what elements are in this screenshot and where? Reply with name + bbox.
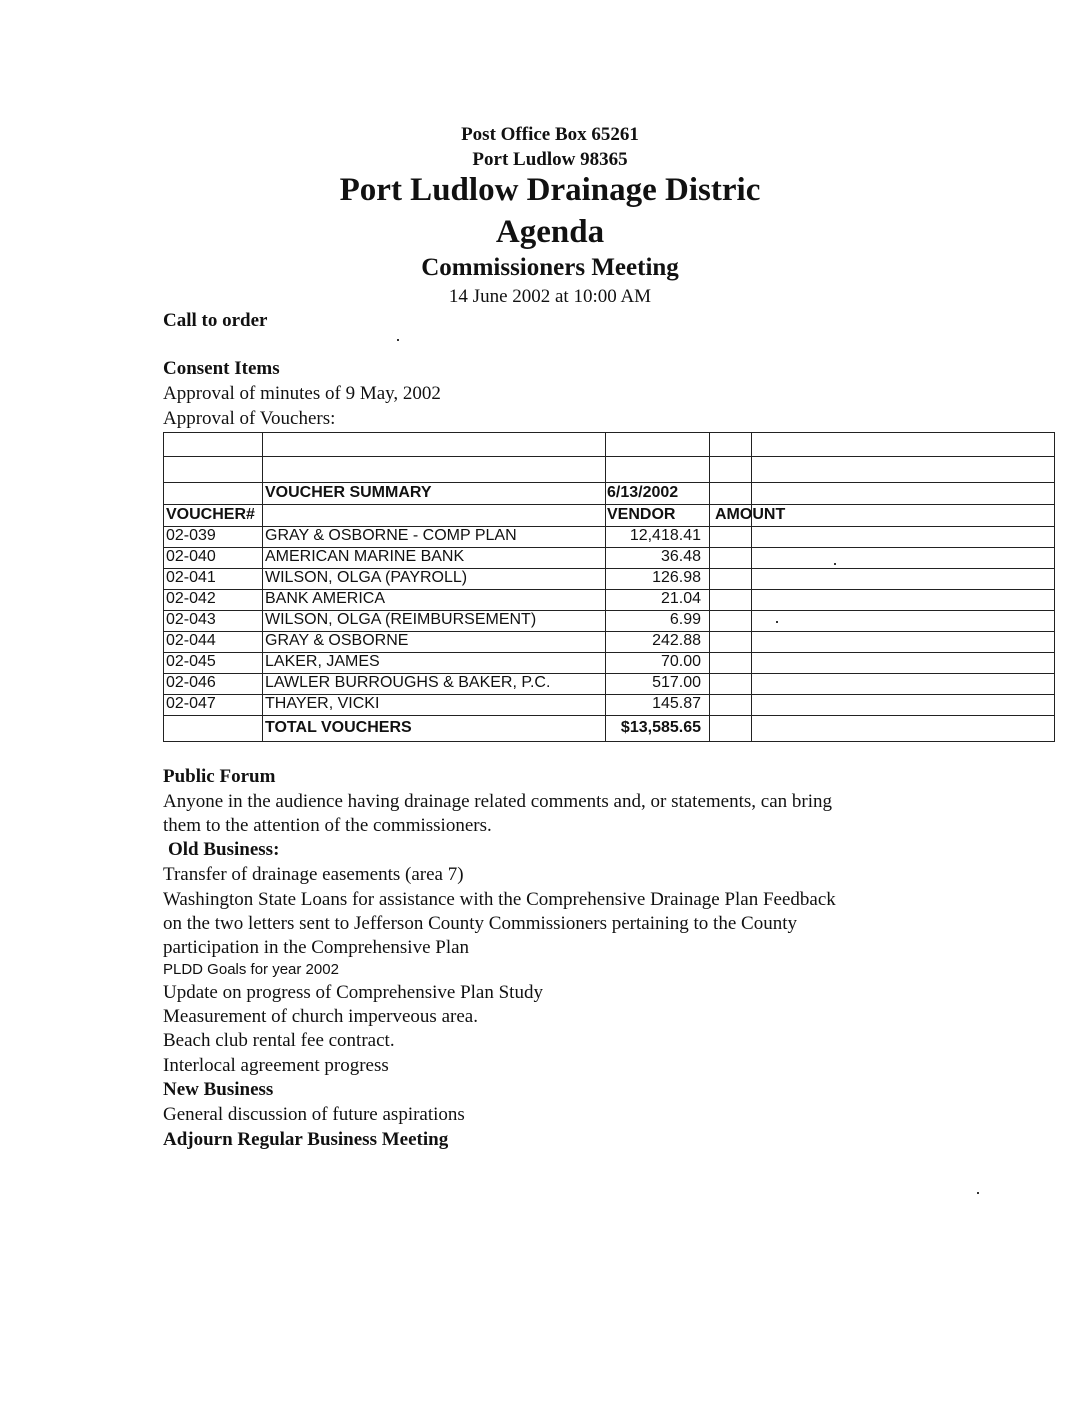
new-business-heading: New Business	[163, 1079, 274, 1100]
scan-speck	[977, 1192, 979, 1194]
old-business-item: Measurement of church imperveous area.	[163, 1006, 478, 1027]
voucher-amount: 70.00	[660, 653, 701, 670]
meeting-date: 14 June 2002 at 10:00 AM	[448, 286, 652, 307]
voucher-amount: 36.48	[660, 548, 701, 565]
total-label: TOTAL VOUCHERS	[265, 719, 412, 736]
scan-speck	[776, 621, 778, 623]
old-business-item: on the two letters sent to Jefferson County Commissioners pertaining to the County	[163, 913, 797, 934]
voucher-number: 02-046	[166, 674, 216, 691]
page-title: Port Ludlow Drainage Distric	[339, 172, 761, 208]
call-to-order: Call to order	[163, 310, 268, 331]
voucher-amount: 21.04	[660, 590, 701, 607]
col-vendor-header: VENDOR	[607, 506, 676, 523]
old-business-item: Interlocal agreement progress	[163, 1055, 389, 1076]
voucher-number: 02-040	[166, 548, 216, 565]
vendor-name: THAYER, VICKI	[265, 695, 380, 712]
vendor-name: GRAY & OSBORNE	[265, 632, 409, 649]
old-business-item: PLDD Goals for year 2002	[163, 961, 339, 978]
voucher-summary-date: 6/13/2002	[607, 484, 679, 501]
voucher-number: 02-039	[166, 527, 216, 544]
voucher-number: 02-041	[166, 569, 216, 586]
meeting-heading: Commissioners Meeting	[421, 254, 679, 281]
address-line-2: Port Ludlow 98365	[472, 149, 628, 170]
voucher-number: 02-045	[166, 653, 216, 670]
voucher-amount: 6.99	[669, 611, 701, 628]
vendor-name: WILSON, OLGA (REIMBURSEMENT)	[265, 611, 537, 628]
voucher-amount: 242.88	[652, 632, 701, 649]
vendor-name: LAWLER BURROUGHS & BAKER, P.C.	[265, 674, 551, 691]
vendor-name: WILSON, OLGA (PAYROLL)	[265, 569, 468, 586]
vendor-name: GRAY & OSBORNE - COMP PLAN	[265, 527, 517, 544]
vendor-name: AMERICAN MARINE BANK	[265, 548, 465, 565]
adjourn-heading: Adjourn Regular Business Meeting	[163, 1129, 449, 1150]
vendor-name: LAKER, JAMES	[265, 653, 380, 670]
public-forum-heading: Public Forum	[163, 766, 276, 787]
scan-speck	[397, 339, 399, 341]
agenda-heading: Agenda	[495, 214, 605, 250]
col-voucher-header: VOUCHER#	[166, 506, 255, 523]
scan-speck	[834, 563, 836, 565]
voucher-amount: 517.00	[652, 674, 701, 691]
col-amount-header: AMOUNT	[715, 506, 786, 523]
voucher-number: 02-042	[166, 590, 216, 607]
old-business-item: Transfer of drainage easements (area 7)	[163, 864, 464, 885]
voucher-summary-label: VOUCHER SUMMARY	[265, 484, 432, 501]
old-business-item: participation in the Comprehensive Plan	[163, 937, 470, 958]
consent-heading: Consent Items	[163, 358, 280, 379]
address-line-1: Post Office Box 65261	[461, 124, 639, 145]
consent-vouchers: Approval of Vouchers:	[163, 408, 336, 429]
voucher-amount: 126.98	[652, 569, 701, 586]
vendor-name: BANK AMERICA	[265, 590, 386, 607]
old-business-item: Update on progress of Comprehensive Plan Study	[163, 982, 543, 1003]
old-business-heading: Old Business:	[168, 839, 280, 860]
voucher-amount: 12,418.41	[629, 527, 701, 544]
old-business-item: Beach club rental fee contract.	[163, 1030, 395, 1051]
total-amount: $13,585.65	[620, 719, 701, 736]
old-business-item: Washington State Loans for assistance with the Comprehensive Drainage Plan Feedback	[163, 889, 836, 910]
voucher-number: 02-044	[166, 632, 216, 649]
voucher-amount: 145.87	[652, 695, 701, 712]
public-forum-text-1: Anyone in the audience having drainage related comments and, or statements, can bring	[163, 791, 832, 812]
voucher-table	[163, 432, 1055, 742]
new-business-item: General discussion of future aspirations	[163, 1104, 465, 1125]
voucher-number: 02-043	[166, 611, 216, 628]
voucher-number: 02-047	[166, 695, 216, 712]
public-forum-text-2: them to the attention of the commissioners.	[163, 815, 492, 836]
consent-minutes: Approval of minutes of 9 May, 2002	[163, 383, 441, 404]
